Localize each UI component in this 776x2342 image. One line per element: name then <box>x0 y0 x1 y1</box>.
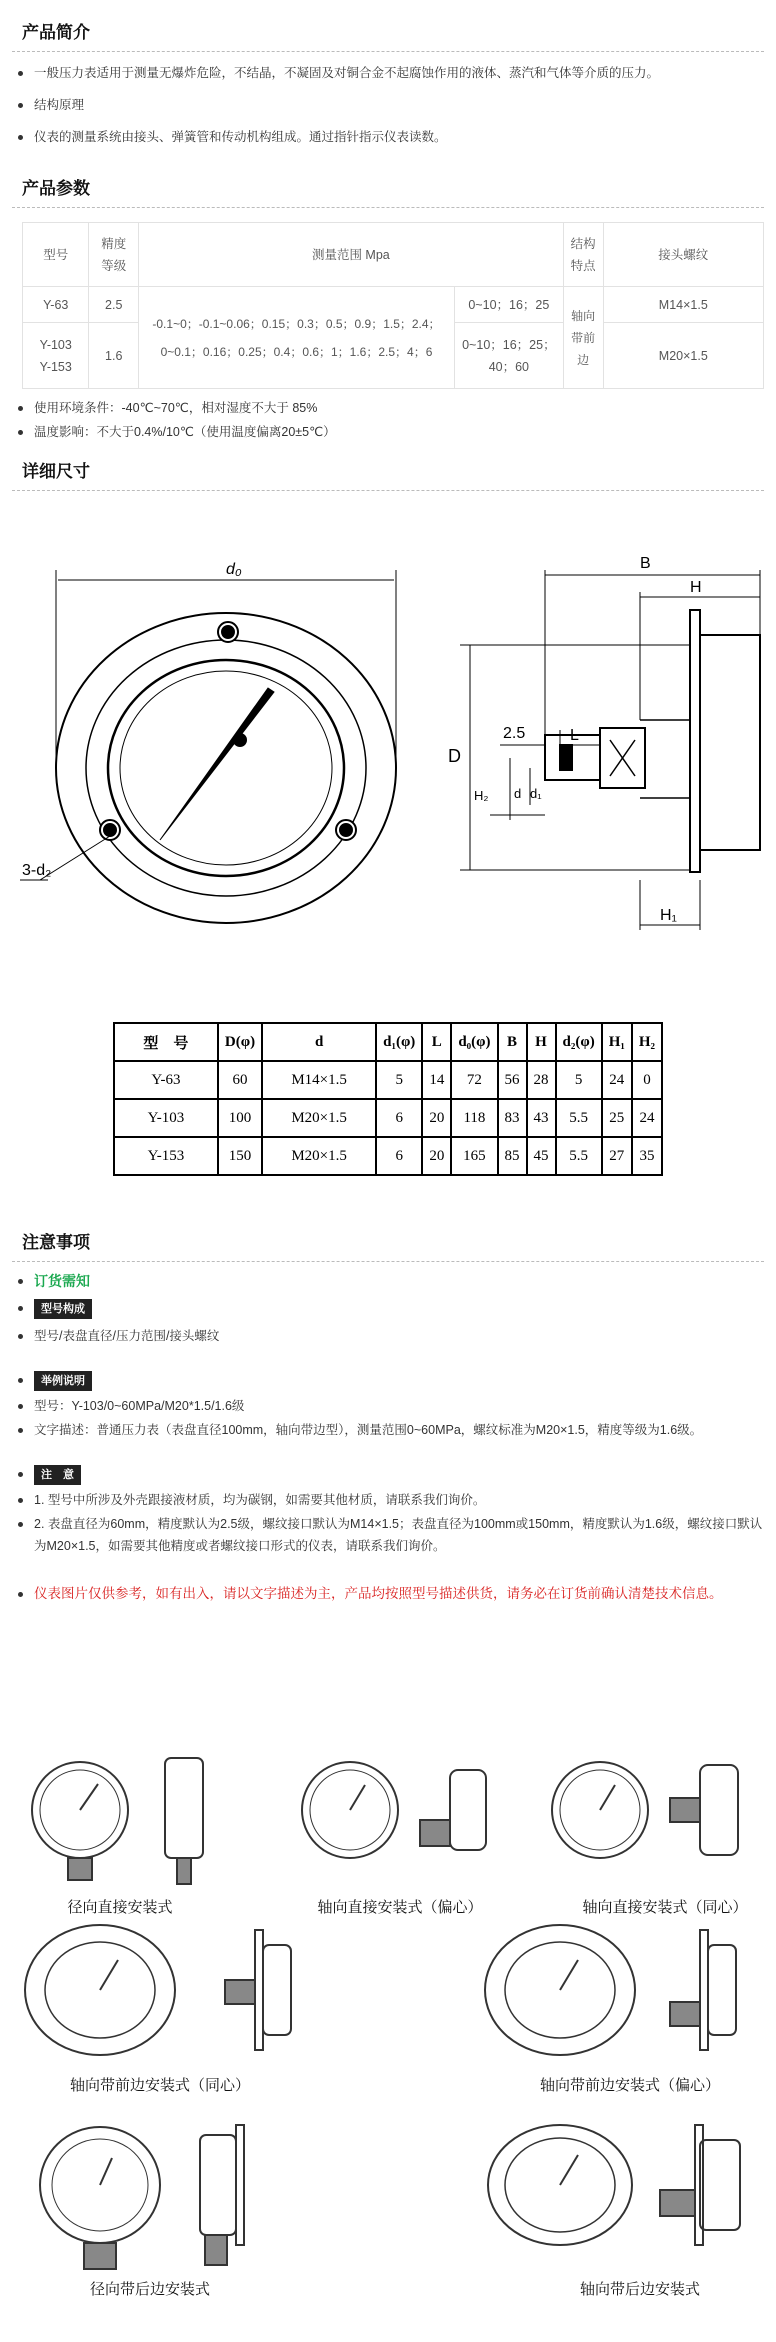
example-tag-item <box>12 1369 764 1391</box>
params-table <box>22 222 764 389</box>
cell: 14 <box>422 1061 451 1099</box>
cell-range-b: 0~10；16；25 <box>454 287 563 323</box>
notice-list <box>12 1270 764 1605</box>
dimensions-title: 详细尺寸 <box>12 443 764 491</box>
caption-3: 轴向直接安装式（同心） <box>582 1899 748 1916</box>
label-3-d2: 3-d₂ <box>22 862 52 879</box>
th: H₁ <box>602 1023 632 1061</box>
cell: 118 <box>451 1099 497 1137</box>
cell: 25 <box>602 1099 632 1137</box>
range-a-line2: 0~0.1；0.16；0.25；0.4；0.6；1；1.6；2.5；4；6 <box>160 344 433 359</box>
note-2: 2. 表盘直径为60mm，精度默认为2.5级，螺纹接口默认为M14×1.5；表盘直径为100mm或150mm，精度默认为1.6级，螺纹接口默认为M20×1.5，如需要其他精度或者螺纹接口形式的仪表，请联系我们询价。 <box>12 1513 764 1557</box>
installation-figures <box>0 1740 776 2340</box>
page <box>0 0 764 491</box>
cell: Y-103 <box>114 1099 218 1137</box>
warning-text: 仪表图片仅供参考，如有出入，请以文字描述为主，产品均按照型号描述供货，请务必在订货前确认清楚技术信息。 <box>34 1586 723 1601</box>
model-tag: 型号构成 <box>34 1299 92 1319</box>
cell: 24 <box>632 1099 662 1137</box>
params-note: 使用环境条件：-40℃~70℃，相对湿度不大于 85% <box>12 397 764 419</box>
cell: 27 <box>602 1137 632 1175</box>
label-L: L <box>570 727 579 744</box>
caption-2: 轴向直接安装式（偏心） <box>317 1899 483 1916</box>
cell: M14×1.5 <box>262 1061 376 1099</box>
needle <box>160 688 274 840</box>
caption-1: 径向直接安装式 <box>67 1899 173 1916</box>
model-line: Y-153 <box>39 359 72 374</box>
params-title: 产品参数 <box>12 154 764 208</box>
cell: 56 <box>498 1061 527 1099</box>
note-1: 1. 型号中所涉及外壳跟接液材质，均为碳钢，如需要其他材质，请联系我们询价。 <box>12 1489 764 1511</box>
th: d <box>262 1023 376 1061</box>
cell-accuracy: 1.6 <box>89 323 139 389</box>
cell: 165 <box>451 1137 497 1175</box>
cell: 24 <box>602 1061 632 1099</box>
intro-list <box>12 62 764 148</box>
cell: 28 <box>527 1061 556 1099</box>
cell: 20 <box>422 1099 451 1137</box>
intro-item: 一般压力表适用于测量无爆炸危险，不结晶，不凝固及对铜合金不起腐蚀作用的液体、蒸汽和气体等介质的压力。 <box>12 62 764 84</box>
order-heading <box>12 1270 764 1293</box>
cell-model: Y-63 <box>23 287 89 323</box>
th-range: 测量范围 Mpa <box>138 223 563 287</box>
caption-7: 轴向带后边安装式 <box>579 2281 700 2298</box>
cell: 5.5 <box>556 1137 602 1175</box>
model-tag-item <box>12 1297 764 1319</box>
th: L <box>422 1023 451 1061</box>
intro-title: 产品简介 <box>12 0 764 52</box>
note-tag: 注 意 <box>34 1465 81 1485</box>
label-H: H <box>690 579 702 596</box>
cell: 72 <box>451 1061 497 1099</box>
warning <box>12 1583 764 1605</box>
caption-6: 径向带后边安装式 <box>89 2281 210 2298</box>
th-thread: 接头螺纹 <box>603 223 763 287</box>
order-label: 订货需知 <box>34 1273 90 1289</box>
th: H <box>527 1023 556 1061</box>
table-row <box>114 1061 662 1099</box>
caption-5: 轴向带前边安装式（偏心） <box>539 2077 720 2094</box>
intro-item: 结构原理 <box>12 94 764 116</box>
cell: 85 <box>498 1137 527 1175</box>
cell-structure: 轴向带前边 <box>563 287 603 389</box>
th-accuracy: 精度等级 <box>89 223 139 287</box>
cell: 5.5 <box>556 1099 602 1137</box>
example-tag: 举例说明 <box>34 1371 92 1391</box>
th: B <box>498 1023 527 1061</box>
cell: Y-153 <box>114 1137 218 1175</box>
cell: 6 <box>376 1099 422 1137</box>
example-2: 文字描述：普通压力表（表盘直径100mm，轴向带边型），测量范围0~60MPa，螺纹标准为M20×1.5，精度等级为1.6级。 <box>12 1419 764 1441</box>
cell-accuracy: 2.5 <box>89 287 139 323</box>
cell: 5 <box>556 1061 602 1099</box>
dimension-table-wrap <box>0 1022 776 1176</box>
th: H₂ <box>632 1023 662 1061</box>
cell: 20 <box>422 1137 451 1175</box>
cell: 60 <box>218 1061 262 1099</box>
label-d1: d₁ <box>530 786 542 801</box>
th-model: 型号 <box>23 223 89 287</box>
cell-model <box>23 323 89 389</box>
cell: Y-63 <box>114 1061 218 1099</box>
label-H2: H₂ <box>474 788 489 803</box>
cell: 5 <box>376 1061 422 1099</box>
th: d₁(φ) <box>376 1023 422 1061</box>
dimension-table <box>113 1022 663 1176</box>
label-B: B <box>640 555 651 572</box>
th: d₂(φ) <box>556 1023 602 1061</box>
example-1: 型号：Y-103/0~60MPa/M20*1.5/1.6级 <box>12 1395 764 1417</box>
cell: 35 <box>632 1137 662 1175</box>
params-note: 温度影响：不大于0.4%/10℃（使用温度偏离20±5℃） <box>12 421 764 443</box>
range-a-line1: -0.1~0；-0.1~0.06；0.15；0.3；0.5；0.9；1.5；2.4； <box>152 316 441 331</box>
caption-4: 轴向带前边安装式（同心） <box>69 2077 250 2094</box>
params-notes <box>12 397 764 443</box>
cell-range-b: 0~10；16；25；40；60 <box>454 323 563 389</box>
th: D(φ) <box>218 1023 262 1061</box>
label-2-5: 2.5 <box>503 725 526 742</box>
note-tag-item <box>12 1463 764 1485</box>
cell: 43 <box>527 1099 556 1137</box>
cell: 6 <box>376 1137 422 1175</box>
cell-thread: M20×1.5 <box>603 323 763 389</box>
notice-title: 注意事项 <box>12 1214 764 1262</box>
table-row <box>114 1137 662 1175</box>
th: d₀(φ) <box>451 1023 497 1061</box>
table-row <box>114 1099 662 1137</box>
th: 型 号 <box>114 1023 218 1061</box>
cell: M20×1.5 <box>262 1099 376 1137</box>
cell: 150 <box>218 1137 262 1175</box>
cell: M20×1.5 <box>262 1137 376 1175</box>
cell: 83 <box>498 1099 527 1137</box>
label-H1: H₁ <box>660 907 677 924</box>
cell: 100 <box>218 1099 262 1137</box>
cell-range-a <box>138 287 454 389</box>
label-d0: d₀ <box>226 561 242 578</box>
dimension-drawing <box>0 540 776 960</box>
label-D: D <box>448 746 461 766</box>
table-header-row <box>114 1023 662 1061</box>
model-text: 型号/表盘直径/压力范围/接头螺纹 <box>12 1325 764 1347</box>
notice-section <box>12 1214 764 1605</box>
th-structure: 结构特点 <box>563 223 603 287</box>
intro-item: 仪表的测量系统由接头、弹簧管和传动机构组成。通过指针指示仪表读数。 <box>12 126 764 148</box>
label-d: d <box>514 786 522 801</box>
cell: 0 <box>632 1061 662 1099</box>
cell-thread: M14×1.5 <box>603 287 763 323</box>
cell: 45 <box>527 1137 556 1175</box>
model-line: Y-103 <box>39 337 72 352</box>
